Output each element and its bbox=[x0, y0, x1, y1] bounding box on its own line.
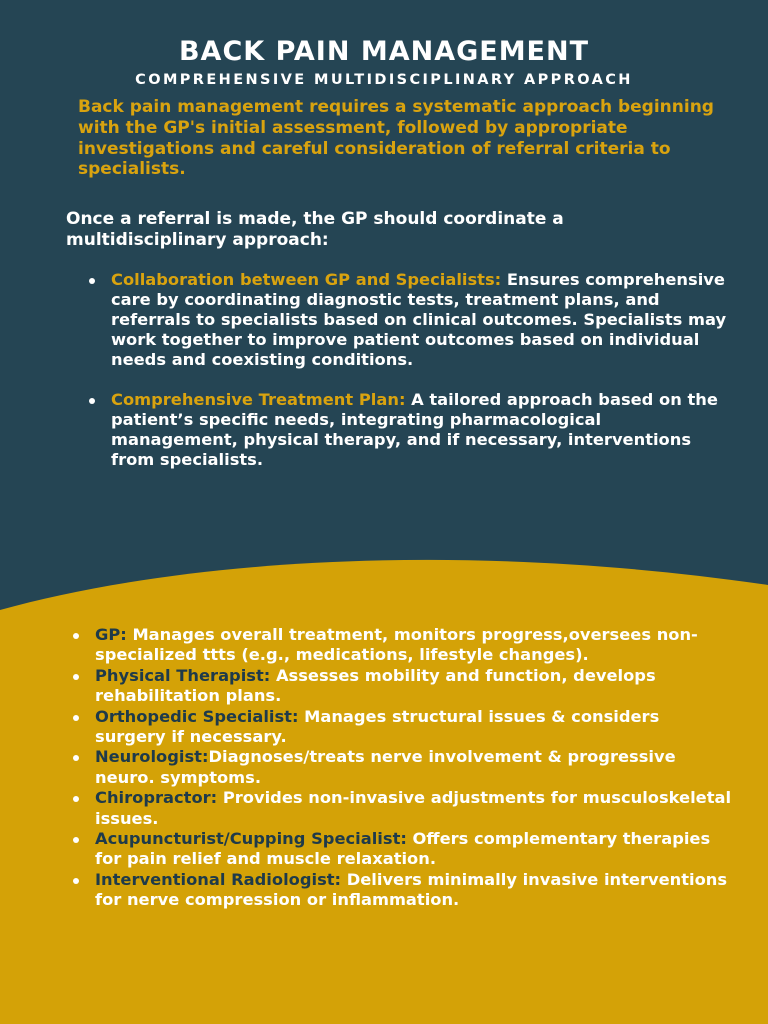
lead-paragraph: Once a referral is made, the GP should coordinate a multidisciplinary approach: bbox=[66, 209, 564, 250]
role-item-label: Interventional Radiologist: bbox=[95, 869, 342, 889]
role-item-chiropractor bbox=[95, 788, 735, 829]
role-item-text: Offers complementary therapies for pain relief and muscle relaxation. bbox=[95, 829, 711, 869]
role-item-orthopedic-specialist bbox=[95, 707, 735, 748]
role-item-interventional-radiologist bbox=[95, 870, 735, 911]
approach-item bbox=[111, 390, 731, 470]
roles-list bbox=[95, 625, 735, 911]
role-item-label: Acupuncturist/Cupping Specialist: bbox=[95, 829, 407, 849]
role-item-text: Manages structural issues & considers surgery if necessary. bbox=[95, 706, 660, 747]
role-item-label: Chiropractor: bbox=[95, 788, 218, 808]
role-item-physical-therapist bbox=[95, 666, 735, 707]
role-item-label: Orthopedic Specialist: bbox=[95, 706, 299, 726]
approach-item-text: Ensures comprehensive care by coordinating diagnostic tests, treatment plans, and referrals to specialists based on clinical outcomes. Specialists may work together to improve patient outcomes based on individual needs and coexisting conditions. bbox=[111, 270, 727, 369]
page-subtitle: COMPREHENSIVE MULTIDISCIPLINARY APPROACH bbox=[135, 72, 633, 88]
role-item-text: Diagnoses/treats nerve involvement & progressive neuro. symptoms. bbox=[95, 747, 676, 787]
role-item-neurologist bbox=[95, 747, 735, 788]
role-item-text: Provides non-invasive adjustments for musculoskeletal issues. bbox=[95, 788, 732, 828]
approach-item bbox=[111, 270, 731, 370]
approach-item-text: A tailored approach based on the patient’s specific needs, integrating pharmacological management, physical therapy, and if necessary, interventions from specialists. bbox=[111, 390, 718, 469]
role-item-acupuncturist bbox=[95, 829, 735, 870]
role-item-text: Manages overall treatment, monitors progress,oversees non-specialized ttts (e.g., medications, lifestyle changes). bbox=[95, 625, 698, 665]
page-title: BACK PAIN MANAGEMENT bbox=[178, 36, 590, 67]
approach-item-label: Collaboration between GP and Specialists: bbox=[111, 270, 502, 289]
role-item-label: GP: bbox=[95, 625, 127, 644]
intro-paragraph: Back pain management requires a systematic approach beginning with the GP's initial assessment, followed by appropriate investigations and careful consideration of referral criteria to specialists. bbox=[78, 97, 714, 180]
role-item-label: Neurologist: bbox=[95, 747, 209, 767]
approach-item-label: Comprehensive Treatment Plan: bbox=[111, 390, 406, 409]
approach-list bbox=[111, 270, 731, 470]
role-item-text: Delivers minimally invasive interventions for nerve compression or inflammation. bbox=[95, 869, 728, 910]
role-item-label: Physical Therapist: bbox=[95, 665, 271, 685]
role-item-gp bbox=[95, 625, 735, 666]
role-item-text: Assesses mobility and function, develops rehabilitation plans. bbox=[95, 665, 656, 706]
